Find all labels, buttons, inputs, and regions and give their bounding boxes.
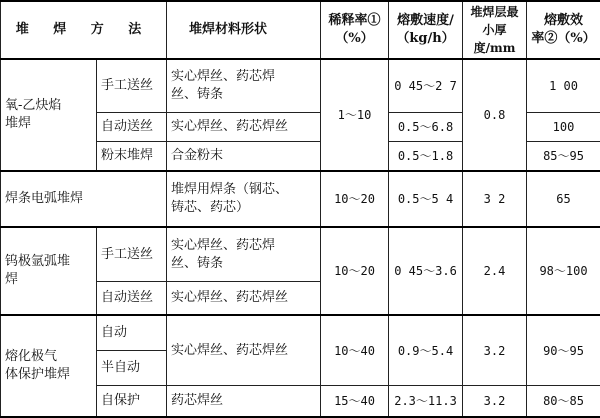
material-cell: 实心焊丝、药芯焊丝 — [167, 282, 321, 315]
efficiency-cell: 65 — [527, 171, 600, 228]
dilution-cell: 10～40 — [321, 315, 389, 386]
method-cell: 熔化极气 体保护堆焊 — [1, 315, 97, 417]
min-thickness-cell: 0.8 — [463, 59, 527, 171]
header-material: 堆焊材料形状 — [167, 1, 321, 59]
dilution-cell: 10～20 — [321, 227, 389, 315]
table-row — [1, 59, 600, 112]
submethod-cell: 粉末堆焊 — [97, 141, 167, 171]
method-cell: 氧-乙炔焰 堆焊 — [1, 59, 97, 171]
efficiency-cell: 1 00 — [527, 59, 600, 112]
melt-speed-cell: 0 45～3.6 — [389, 227, 463, 315]
efficiency-cell: 100 — [527, 112, 600, 141]
submethod-cell: 自动送丝 — [97, 112, 167, 141]
dilution-cell: 15～40 — [321, 386, 389, 417]
dilution-cell: 1～10 — [321, 59, 389, 171]
header-method: 堆 焊 方 法 — [1, 1, 167, 59]
header-dilution: 稀释率① （%） — [321, 1, 389, 59]
efficiency-cell: 85～95 — [527, 141, 600, 171]
material-cell: 实心焊丝、药芯焊 丝、铸条 — [167, 59, 321, 112]
material-cell: 实心焊丝、药芯焊丝 — [167, 112, 321, 141]
efficiency-cell: 98～100 — [527, 227, 600, 315]
submethod-cell: 半自动 — [97, 350, 167, 385]
melt-speed-cell: 0.5～6.8 — [389, 112, 463, 141]
header-efficiency: 熔敷效 率②（%） — [527, 1, 600, 59]
melt-speed-cell: 0.5～1.8 — [389, 141, 463, 171]
melt-speed-cell: 0.5～5 4 — [389, 171, 463, 228]
melt-speed-cell: 2.3～11.3 — [389, 386, 463, 417]
submethod-cell: 自动送丝 — [97, 282, 167, 315]
material-cell: 药芯焊丝 — [167, 386, 321, 417]
efficiency-cell: 80～85 — [527, 386, 600, 417]
method-cell: 钨极氩弧堆 焊 — [1, 227, 97, 315]
material-cell: 实心焊丝、药芯焊 丝、铸条 — [167, 227, 321, 281]
table-row — [1, 315, 600, 350]
header-melt-speed: 熔敷速度/ （kg/h） — [389, 1, 463, 59]
material-cell: 合金粉末 — [167, 141, 321, 171]
min-thickness-cell: 3.2 — [463, 315, 527, 386]
submethod-cell: 手工送丝 — [97, 227, 167, 281]
min-thickness-cell: 2.4 — [463, 227, 527, 315]
dilution-cell: 10～20 — [321, 171, 389, 228]
efficiency-cell: 90～95 — [527, 315, 600, 386]
min-thickness-cell: 3.2 — [463, 386, 527, 417]
submethod-cell: 手工送丝 — [97, 59, 167, 112]
submethod-cell: 自动 — [97, 315, 167, 350]
melt-speed-cell: 0.9～5.4 — [389, 315, 463, 386]
header-min-thickness: 堆焊层最 小厚度/mm — [463, 1, 527, 59]
method-cell: 焊条电弧堆焊 — [1, 171, 167, 228]
table-row — [1, 171, 600, 228]
material-cell: 实心焊丝、药芯焊丝 — [167, 315, 321, 386]
material-cell: 堆焊用焊条（钢芯、 铸芯、药芯） — [167, 171, 321, 228]
table-row — [1, 227, 600, 281]
melt-speed-cell: 0 45～2 7 — [389, 59, 463, 112]
min-thickness-cell: 3 2 — [463, 171, 527, 228]
submethod-cell: 自保护 — [97, 386, 167, 417]
